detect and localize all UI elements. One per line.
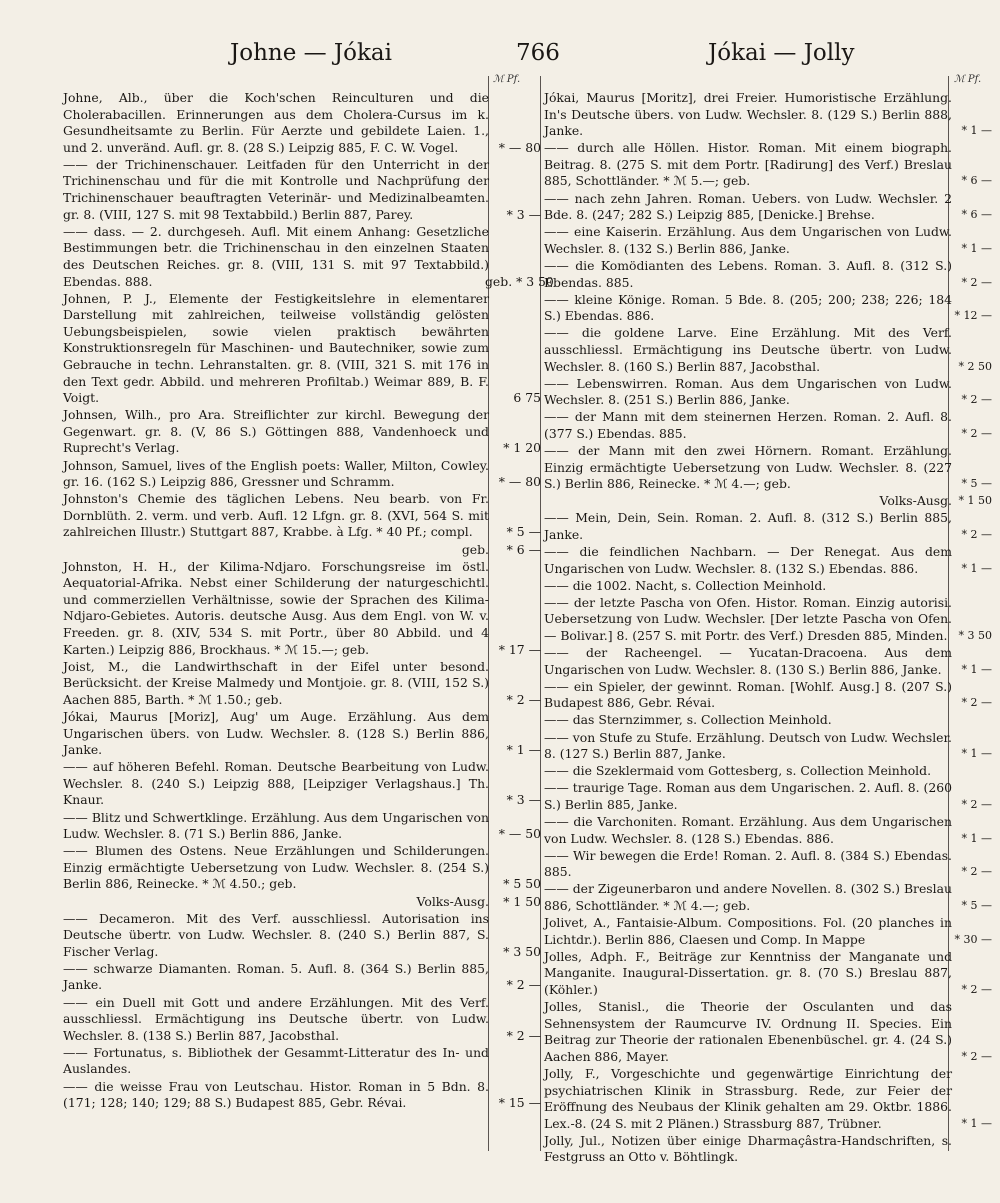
catalog-entry <box>544 763 992 780</box>
entry-text: Johnston's Chemie des täglichen Lebens. Neu bearb. von Fr. Dornblüth. 2. verm. und verb. Aufl. 12 Lfgn. gr. 8. (XVI, 564 S. mit zahlreichen Illustr.) Stuttgart 887, Krabbe. à Lfg. * 40 Pf.; compl. <box>63 491 489 540</box>
entry-text: Jolly, F., Vorgeschichte und gegenwärtige Einrichtung der psychiatrischen Klinik in Strassburg. Rede, zur Feier der Eröffnung des Neubaus der Klinik gehalten am 29. Oktbr. 1886. Lex.-8. (24 S. mit 2 Plänen.) Strassburg 887, Trübner. <box>544 1065 952 1131</box>
entry-price: * 1 — <box>961 124 992 138</box>
entry-text: Volks-Ausg. <box>416 893 489 909</box>
entry-text: Jókai, Maurus [Moriz], Aug' um Auge. Erzählung. Aus dem Ungarischen übers. von Ludw. Wechsler. 8. (128 S.) Berlin 886, Janke. <box>63 708 489 758</box>
entry-text: Johnsen, Wilh., pro Ara. Streiflichter zur kirchl. Bewegung der Gegenwart. gr. 8. (V, 86 S.) Göttingen 888, Vandenhoeck und Ruprecht's Verlag. <box>63 407 489 456</box>
entry-text: —— Blumen des Ostens. Neue Erzählungen und Schilderungen. Einzig ermächtigte Uebersetzung von Ludw. Wechsler. 8. (254 S.) Berlin 886, Reinecke. * ℳ 4.50.; geb. <box>63 843 489 892</box>
catalog-entry <box>63 659 541 709</box>
entry-price: * 2 — <box>961 797 992 811</box>
page-number: 766 <box>516 40 560 66</box>
catalog-entry <box>63 961 541 994</box>
entry-text: —— Lebenswirren. Roman. Aus dem Ungarischen von Ludw. Wechsler. 8. (251 S.) Berlin 886, Janke. <box>544 375 952 408</box>
entry-text: —— der Trichinenschauer. Leitfaden für den Unterricht in der Trichinenschau und für die mit Kontrolle und Nachprüfung der Trichinenschauer beauftragten Veterinär- und Medizinalbeamten. gr. 8. (VIII, 127 S. mit 98 Textabbild.) Berlin 887, Parey. <box>63 156 489 222</box>
entry-text: —— die Komödianten des Lebens. Roman. 3. Aufl. 8. (312 S.) Ebendas. 885. <box>544 257 952 290</box>
entry-price: * 3 — <box>506 206 541 222</box>
entry-price: * 2 — <box>961 696 992 710</box>
catalog-entry <box>63 995 541 1045</box>
entry-price: * 1 — <box>961 747 992 761</box>
catalog-entry <box>63 157 541 223</box>
entry-text: —— die 1002. Nacht, s. Collection Meinhold. <box>544 577 827 593</box>
entry-text: —— kleine Könige. Roman. 5 Bde. 8. (205; 200; 238; 226; 184 S.) Ebendas. 886. <box>544 291 952 324</box>
catalog-entry <box>63 843 541 893</box>
entry-text: —— auf höheren Befehl. Roman. Deutsche Bearbeitung von Ludw. Wechsler. 8. (240 S.) Leipzig 888, [Leipziger Verlagshaus.] Th. Knaur. <box>63 759 489 808</box>
catalog-entry <box>63 810 541 843</box>
entry-price: geb. * 3 50 <box>485 273 554 289</box>
entry-price: * 3 50 <box>503 943 541 959</box>
entry-text: —— traurige Tage. Roman aus dem Ungarischen. 2. Aufl. 8. (260 S.) Berlin 885, Janke. <box>544 780 952 812</box>
catalog-entry <box>544 1066 992 1132</box>
entry-price: * 1 50 <box>503 893 541 909</box>
entry-price: * — 80 <box>498 139 541 155</box>
running-head-left: Johne — Jókai <box>230 40 392 66</box>
entry-price: * — 80 <box>498 474 541 490</box>
catalog-entry <box>544 915 992 948</box>
catalog-entry <box>63 491 541 541</box>
entry-price: * 2 — <box>506 977 541 993</box>
catalog-entry <box>63 894 541 911</box>
entry-text: Volks-Ausg. <box>879 493 952 509</box>
entry-text: —— dass. — 2. durchgeseh. Aufl. Mit einem Anhang: Gesetzliche Bestimmungen betr. die Trichinenschau in den einzelnen Staaten des Deutschen Reiches. gr. 8. (VIII, 131 S. mit 97 Textabbild.) Ebendas. 888. <box>63 223 489 289</box>
entry-text: Jolivet, A., Fantaisie-Album. Compositions. Fol. (20 planches in Lichtdr.). Berlin 886, Claesen und Comp. In Mappe <box>544 915 952 947</box>
entry-text: —— eine Kaiserin. Erzählung. Aus dem Ungarischen von Ludw. Wechsler. 8. (132 S.) Berlin 886, Janke. <box>544 224 952 256</box>
catalog-entry <box>63 709 541 759</box>
catalog-entry <box>544 595 992 645</box>
entry-text: —— Fortunatus, s. Bibliothek der Gesammt-Litteratur des In- und Auslandes. <box>63 1044 489 1077</box>
catalog-entry <box>544 544 992 577</box>
catalog-entry <box>63 223 554 290</box>
entry-price: * 2 — <box>961 393 992 407</box>
catalog-entry <box>544 224 992 257</box>
catalog-entry <box>63 407 541 457</box>
catalog-entry <box>544 191 992 224</box>
entry-price: * 3 50 <box>958 629 992 642</box>
entry-price: * 1 — <box>506 742 541 758</box>
entry-text: Jókai, Maurus [Moritz], drei Freier. Humoristische Erzählung. In's Deutsche übers. von Ludw. Wechsler. 8. (129 S.) Berlin 888, Janke. <box>544 90 952 139</box>
entry-text: —— die Szeklermaid vom Gottesberg, s. Collection Meinhold. <box>544 763 932 779</box>
entry-price: * 6 — <box>961 174 992 188</box>
catalog-entry <box>544 780 992 813</box>
catalog-entry <box>63 458 541 491</box>
entry-price: * 2 50 <box>958 359 992 373</box>
catalog-entry <box>544 848 992 881</box>
entry-text: —— der Zigeunerbaron und andere Novellen. 8. (302 S.) Breslau 886, Schottländer. * ℳ 4.—; geb. <box>544 881 952 913</box>
entry-text: —— durch alle Höllen. Histor. Roman. Mit einem biograph. Beitrag. 8. (275 S. mit dem Portr. [Radirung] des Verf.) Breslau 885, Schottländer. * ℳ 5.—; geb. <box>544 140 952 189</box>
catalog-entry <box>544 510 992 543</box>
entry-price: * 1 20 <box>503 440 541 456</box>
entry-text: Johne, Alb., über die Koch'schen Reinculturen und die Cholerabacillen. Erinnerungen aus dem Cholera-Cursus im k. Gesundheitsamte zu Berlin. Für Aerzte und gebildete Laien. 1., und 2. unveränd. Aufl. gr. 8. (28 S.) Leipzig 885, F. C. W. Vogel. <box>63 90 489 155</box>
entry-price: * 5 50 <box>503 876 541 892</box>
catalog-entry <box>63 911 541 961</box>
catalog-entry <box>544 881 992 914</box>
entry-price: * 5 — <box>961 899 992 912</box>
catalog-entry <box>544 409 992 442</box>
catalog-entry <box>544 90 992 140</box>
entry-price: * 1 — <box>961 831 992 845</box>
entry-text: —— nach zehn Jahren. Roman. Uebers. von Ludw. Wechsler. 2 Bde. 8. (247; 282 S.) Leipzig 885, [Denicke.] Brehse. <box>544 190 952 223</box>
entry-text: —— Mein, Dein, Sein. Roman. 2. Aufl. 8. (312 S.) Berlin 885, Janke. <box>544 510 952 542</box>
entry-price: * 3 — <box>506 792 541 808</box>
entry-text: —— ein Spieler, der gewinnt. Roman. [Wohlf. Ausg.] 8. (207 S.) Budapest 886, Gebr. Révai. <box>544 678 952 711</box>
entry-price: * 15 — <box>498 1095 541 1111</box>
entry-text: —— Decameron. Mit des Verf. ausschliessl. Autorisation ins Deutsche übertr. von Ludw. Wechsler. 8. (240 S.) Berlin 887, S. Fischer Verlag. <box>63 910 489 959</box>
entry-price: * 2 — <box>961 426 992 440</box>
catalog-entry <box>544 1133 992 1166</box>
catalog-entry <box>63 1079 541 1112</box>
entry-text: —— der letzte Pascha von Ofen. Histor. Roman. Einzig autorisi. Uebersetzung von Ludw. Wechsler. [Der letzte Pascha von Ofen. — Bolivar.] 8. (257 S. mit Portr. des Verf.) Dresden 885, Minden. <box>544 594 952 643</box>
entry-text: Jolles, Stanisl., die Theorie der Osculanten und das Sehnensystem der Raumcurve IV. Ordnung II. Species. Ein Beitrag zur Theorie der rationalen Ebenenbüschel. gr. 4. (24 S.) Aachen 886, Mayer. <box>544 999 952 1064</box>
catalog-entry <box>544 814 992 847</box>
entry-price: * 2 — <box>961 275 992 289</box>
right-column <box>544 90 992 1167</box>
catalog-entry <box>544 325 992 375</box>
currency-header-right: ℳ Pf. <box>954 74 982 85</box>
entry-price: * 2 — <box>961 865 992 879</box>
entry-price: * 5 — <box>961 477 992 491</box>
entry-price: * 6 — <box>506 541 541 557</box>
catalog-entry <box>544 712 992 729</box>
entry-text: —— Wir bewegen die Erde! Roman. 2. Aufl. 8. (384 S.) Ebendas. 885. <box>544 847 952 880</box>
catalog-entry <box>544 376 992 409</box>
entry-text: Jolles, Adph. F., Beiträge zur Kenntniss der Manganate und Manganite. Inaugural-Dissertation. gr. 8. (70 S.) Breslau 887, (Köhler.) <box>544 948 952 997</box>
entry-price: * 5 — <box>506 524 541 540</box>
entry-price: * 2 — <box>506 691 541 707</box>
entry-text: Jolly, Jul., Notizen über einige Dharmaçâstra-Handschriften, s. Festgruss an Otto v. Böhtlingk. <box>544 1132 952 1165</box>
entry-text: Johnen, P. J., Elemente der Festigkeitslehre in elementarer Darstellung mit zahlreichen, teilweise vollständig gelösten Uebungsbeispielen, sowie vielen praktisch bewährten Konstruktionsregeln für Maschinen- und Bautechniker, sowie zum Gebrauche in techn. Lehranstalten. gr. 8. (VIII, 321 S. mit 176 in den Text gedr. Abbild. und mehreren Profiltab.) Weimar 889, B. F. Voigt. <box>63 290 489 406</box>
catalog-entry <box>63 559 541 659</box>
entry-text: Joist, M., die Landwirthschaft in der Eifel unter besond. Berücksicht. der Kreise Malmedy und Montjoie. gr. 8. (VIII, 152 S.) Aachen 885, Barth. * ℳ 1.50.; geb. <box>63 658 489 707</box>
entry-text: —— von Stufe zu Stufe. Erzählung. Deutsch von Ludw. Wechsler. 8. (127 S.) Berlin 887, Janke. <box>544 729 952 762</box>
catalog-entry <box>544 999 992 1065</box>
catalog-entry <box>63 542 541 559</box>
entry-text: geb. <box>461 541 489 557</box>
catalog-entry <box>63 90 541 156</box>
entry-text: —— der Mann mit den zwei Hörnern. Romant. Erzählung. Einzig ermächtigte Uebersetzung von Ludw. Wechsler. 8. (227 S.) Berlin 886, Reinecke. * ℳ 4.—; geb. <box>544 442 952 492</box>
entry-price: * 1 50 <box>958 494 992 508</box>
catalog-entry <box>544 679 992 712</box>
catalog-entry <box>544 578 992 595</box>
entry-text: —— Blitz und Schwertklinge. Erzählung. Aus dem Ungarischen von Ludw. Wechsler. 8. (71 S.) Berlin 886, Janke. <box>63 809 489 842</box>
entry-price: * — 50 <box>498 826 541 842</box>
catalog-entry <box>544 730 992 763</box>
entry-text: —— der Mann mit dem steinernen Herzen. Roman. 2. Aufl. 8. (377 S.) Ebendas. 885. <box>544 409 952 441</box>
entry-price: * 2 — <box>961 527 992 541</box>
catalog-entry <box>544 493 992 510</box>
catalog-entry <box>544 949 992 999</box>
entry-price: * 17 — <box>498 641 541 657</box>
entry-price: * 12 — <box>954 309 992 323</box>
running-head-right: Jókai — Jolly <box>708 40 855 66</box>
entry-price: * 2 — <box>506 1027 541 1043</box>
catalog-entry <box>544 443 992 493</box>
entry-price: * 2 — <box>961 1049 992 1063</box>
entry-text: —— ein Duell mit Gott und andere Erzählungen. Mit des Verf. ausschliessl. Ermächtigung ins Deutsche übertr. von Ludw. Wechsler. 8. (138 S.) Berlin 887, Jacobsthal. <box>63 994 489 1043</box>
catalog-entry <box>63 759 541 809</box>
entry-text: —— die weisse Frau von Leutschau. Histor. Roman in 5 Bdn. 8. (171; 128; 140; 129; 88 S.) Budapest 885, Gebr. Révai. <box>63 1078 489 1111</box>
entry-text: —— die feindlichen Nachbarn. — Der Renegat. Aus dem Ungarischen von Ludw. Wechsler. 8. (132 S.) Ebendas. 886. <box>544 544 952 576</box>
entry-text: Johnson, Samuel, lives of the English poets: Waller, Milton, Cowley. gr. 16. (162 S.) Leipzig 886, Gressner und Schramm. <box>63 457 489 490</box>
entry-text: —— schwarze Diamanten. Roman. 5. Aufl. 8. (364 S.) Berlin 885, Janke. <box>63 960 489 993</box>
entry-text: Johnston, H. H., der Kilima-Ndjaro. Forschungsreise im östl. Aequatorial-Afrika. Nebst einer Schilderung der naturgeschichtl. und commerziellen Verhältnisse, sowie der Sprachen des Kilima-Ndjaro-Gebietes. Autoris. deutsche Ausg. Aus dem Engl. von W. v. Freeden. gr. 8. (XIV, 534 S. mit Portr., über 80 Abbild. und 4 Karten.) Leipzig 886, Brockhaus. * ℳ 15.—; geb. <box>63 558 489 657</box>
entry-price: * 1 — <box>961 561 992 575</box>
entry-price: 6 75 <box>513 390 541 406</box>
entry-price: * 2 — <box>961 982 992 996</box>
entry-price: * 1 — <box>961 1116 992 1130</box>
entry-price: * 1 — <box>961 662 992 676</box>
entry-price: * 30 — <box>954 932 992 946</box>
left-column <box>63 90 554 1112</box>
entry-price: * 6 — <box>961 208 992 222</box>
currency-header-left: ℳ Pf. <box>493 74 521 85</box>
entry-text: —— die goldene Larve. Eine Erzählung. Mit des Verf. ausschliessl. Ermächtigung ins Deutsche übertr. von Ludw. Wechsler. 8. (160 S.) Berlin 887, Jacobsthal. <box>544 325 952 374</box>
catalog-entry <box>544 258 992 291</box>
entry-text: —— die Varchoniten. Romant. Erzählung. Aus dem Ungarischen von Ludw. Wechsler. 8. (128 S.) Ebendas. 886. <box>544 814 952 846</box>
catalog-entry <box>544 292 992 325</box>
entry-price: * 1 — <box>961 241 992 255</box>
catalog-entry <box>63 1045 541 1078</box>
catalog-entry <box>544 140 992 190</box>
catalog-entry <box>544 645 992 678</box>
entry-text: —— der Racheengel. — Yucatan-Dracoena. Aus dem Ungarischen von Ludw. Wechsler. 8. (130 S.) Berlin 886, Janke. <box>544 645 952 677</box>
entry-text: —— das Sternzimmer, s. Collection Meinhold. <box>544 712 832 728</box>
catalog-entry <box>63 291 541 407</box>
